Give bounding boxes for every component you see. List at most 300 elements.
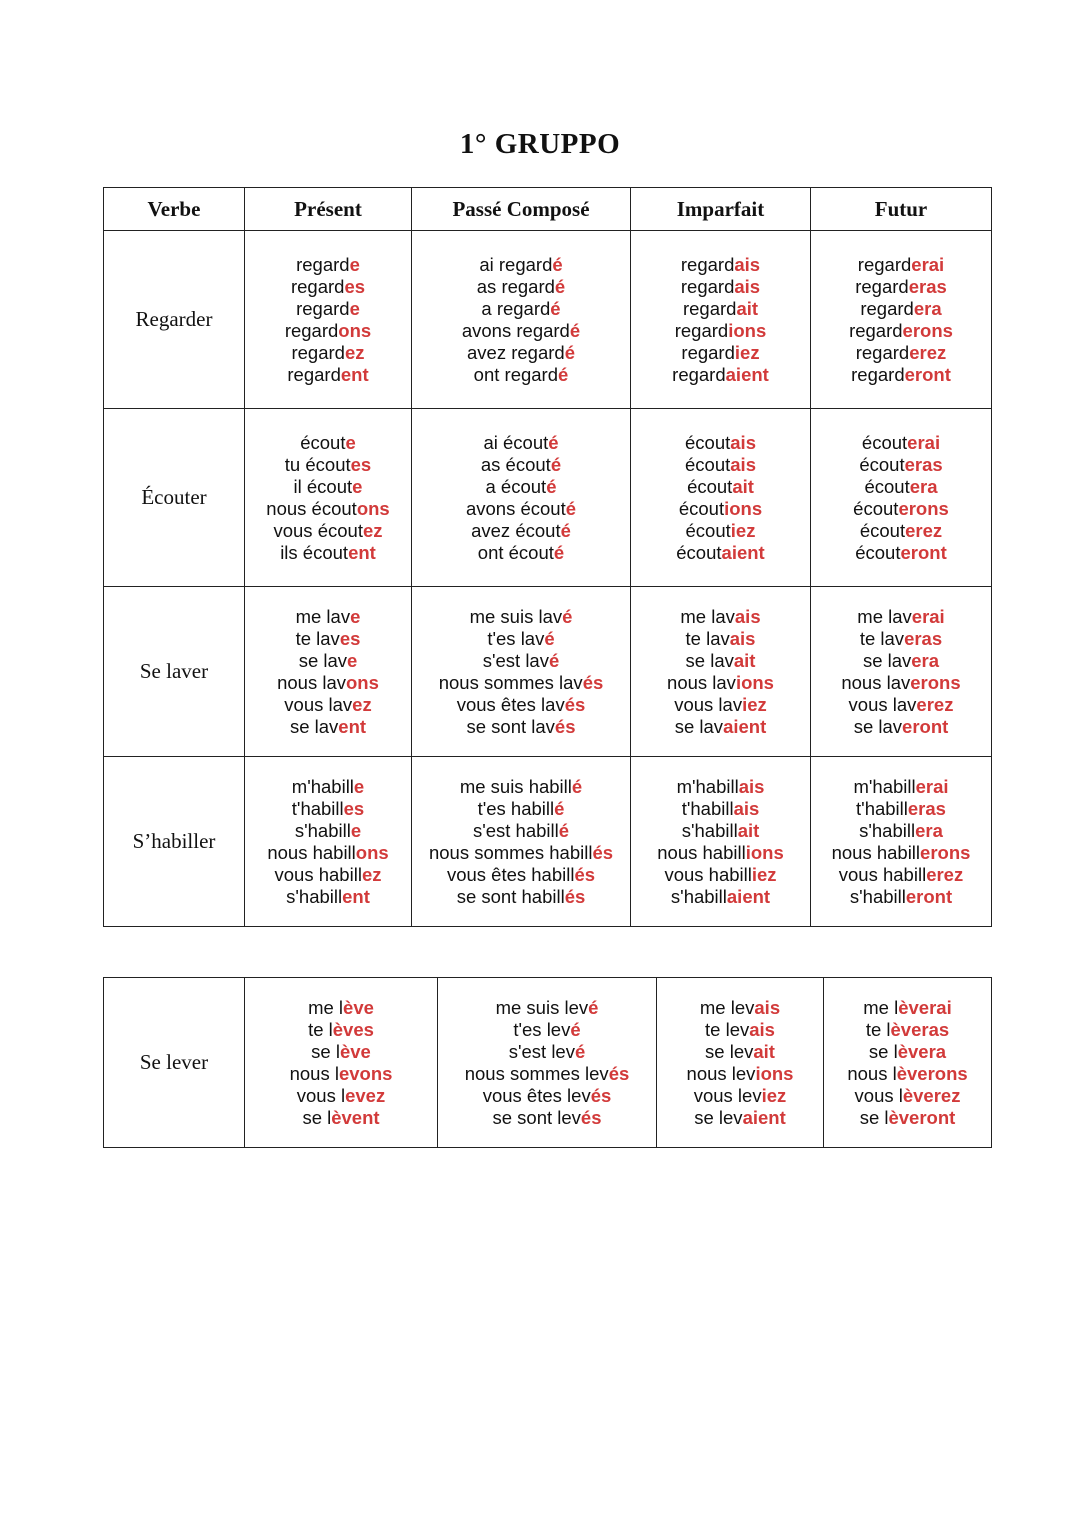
- conjugation-line: [470, 606, 573, 628]
- verb-stem: te lav: [685, 627, 730, 649]
- verb-ending: ent: [340, 363, 369, 385]
- conjugation-line: [273, 520, 382, 542]
- verb-ending: és: [564, 693, 586, 715]
- conjugation-line: [466, 498, 576, 520]
- conjugation-cell: [245, 587, 412, 757]
- verb-infinitive: S’habiller: [104, 757, 245, 927]
- verb-stem: écout: [300, 431, 346, 453]
- conjugation-line: [682, 820, 760, 842]
- conjugation-line: [297, 1085, 385, 1107]
- verb-ending: èverez: [902, 1084, 961, 1106]
- conjugation-line: [284, 694, 371, 716]
- verb-ending: es: [343, 797, 365, 819]
- conjugation-line: [676, 542, 764, 564]
- verb-stem: nous l: [847, 1062, 897, 1084]
- verb-ending: é: [569, 319, 581, 341]
- conjugation-line: [681, 254, 760, 276]
- conjugation-list: [824, 997, 991, 1129]
- verb-stem: avez regard: [467, 341, 565, 363]
- conjugation-list: [631, 606, 810, 738]
- verb-stem: ils écout: [280, 541, 349, 563]
- verb-ending: e: [349, 297, 360, 319]
- verb-ending: é: [560, 519, 571, 541]
- table-row: [104, 978, 992, 1148]
- conjugation-line: [285, 320, 371, 342]
- verb-ending: ève: [339, 1040, 371, 1062]
- verb-stem: te lev: [705, 1018, 750, 1040]
- verb-stem: regard: [855, 341, 910, 363]
- conjugation-cell: [412, 587, 631, 757]
- verb-ending: iez: [734, 341, 760, 363]
- conjugation-cell: [245, 409, 412, 587]
- verb-ending: és: [582, 671, 604, 693]
- verb-stem: nous lev: [686, 1062, 756, 1084]
- conjugation-line: [672, 364, 769, 386]
- verb-ending: ions: [724, 497, 763, 519]
- conjugation-line: [465, 1063, 630, 1085]
- verb-stem: regard: [851, 363, 905, 385]
- verb-ending: é: [548, 649, 560, 671]
- conjugation-table-main: [103, 187, 992, 927]
- conjugation-line: [275, 864, 382, 886]
- verb-ending: erai: [915, 775, 949, 797]
- verb-ending: erez: [905, 519, 943, 541]
- conjugation-list: [412, 432, 630, 564]
- verb-ending: aient: [725, 363, 769, 385]
- conjugation-line: [477, 276, 565, 298]
- verb-ending: erons: [902, 319, 953, 341]
- verb-stem: regard: [287, 363, 341, 385]
- verb-infinitive: Écouter: [104, 409, 245, 587]
- verb-ending: ais: [754, 996, 781, 1018]
- verb-ending: é: [554, 797, 565, 819]
- conjugation-line: [483, 1085, 612, 1107]
- verb-ending: erez: [926, 863, 964, 885]
- conjugation-line: [486, 476, 557, 498]
- conjugation-list: [811, 606, 991, 738]
- verb-stem: se sont lav: [466, 715, 555, 737]
- verb-stem: s'habill: [670, 885, 727, 907]
- verb-stem: se lav: [862, 649, 912, 671]
- verb-stem: il écout: [293, 475, 353, 497]
- verb-stem: écout: [687, 475, 733, 497]
- conjugation-list: [245, 776, 411, 908]
- verb-stem: regard: [284, 319, 339, 341]
- conjugation-list: [412, 776, 630, 908]
- conjugation-line: [460, 776, 582, 798]
- conjugation-line: [863, 997, 951, 1019]
- conjugation-line: [685, 454, 756, 476]
- verb-ending: és: [590, 1084, 612, 1106]
- verb-stem: s'habill: [294, 819, 351, 841]
- verb-stem: regard: [849, 319, 903, 341]
- conjugation-line: [294, 476, 363, 498]
- verb-ending: aient: [726, 885, 771, 907]
- verb-ending: erai: [911, 253, 945, 275]
- conjugation-line: [685, 432, 756, 454]
- conjugation-line: [857, 606, 944, 628]
- verb-ending: ais: [730, 431, 756, 453]
- header-futur: Futur: [811, 188, 992, 231]
- verb-ending: ais: [749, 1018, 775, 1040]
- verb-stem: vous l: [854, 1084, 903, 1106]
- conjugation-line: [860, 298, 941, 320]
- verb-infinitive: Regarder: [104, 231, 245, 409]
- verb-stem: nous habill: [657, 841, 746, 863]
- verb-stem: écout: [685, 431, 731, 453]
- verb-stem: s'est lav: [482, 649, 549, 671]
- verb-stem: t'es lev: [513, 1018, 571, 1040]
- conjugation-cell: [438, 978, 657, 1148]
- verb-ending: ions: [745, 841, 784, 863]
- conjugation-line: [302, 1107, 379, 1129]
- conjugation-line: [291, 276, 365, 298]
- verb-stem: nous sommes habill: [428, 841, 593, 863]
- verb-ending: és: [608, 1062, 630, 1084]
- conjugation-line: [266, 498, 389, 520]
- conjugation-line: [481, 454, 561, 476]
- conjugation-line: [457, 886, 586, 908]
- conjugation-line: [832, 842, 971, 864]
- verb-stem: se lav: [674, 715, 724, 737]
- verb-ending: iez: [761, 1084, 787, 1106]
- verb-stem: regard: [857, 253, 912, 275]
- verb-stem: s'habill: [286, 885, 343, 907]
- conjugation-cell: [245, 978, 438, 1148]
- verb-stem: se lev: [705, 1040, 754, 1062]
- conjugation-list: [631, 254, 810, 386]
- conjugation-list: [631, 432, 810, 564]
- verb-ending: aient: [721, 541, 765, 563]
- verb-ending: ait: [736, 297, 759, 319]
- verb-stem: m'habill: [291, 775, 354, 797]
- verb-ending: eras: [904, 627, 943, 649]
- verb-stem: te lav: [859, 627, 905, 649]
- verb-stem: regard: [680, 253, 735, 275]
- verb-ending: e: [349, 253, 360, 275]
- conjugation-line: [860, 1107, 956, 1129]
- conjugation-line: [675, 716, 767, 738]
- verb-stem: nous sommes lav: [438, 671, 583, 693]
- verb-ending: iez: [742, 693, 767, 715]
- header-imparfait: Imparfait: [631, 188, 811, 231]
- verb-ending: ais: [729, 627, 756, 649]
- verb-stem: regard: [855, 275, 909, 297]
- conjugation-line: [679, 498, 762, 520]
- verb-ending: ais: [734, 605, 761, 627]
- table-row: [104, 757, 992, 927]
- verb-stem: vous êtes habill: [446, 863, 575, 885]
- verb-stem: nous lav: [667, 671, 736, 693]
- verb-ending: ais: [730, 453, 756, 475]
- conjugation-line: [681, 342, 759, 364]
- verb-stem: avons regard: [461, 319, 570, 341]
- verb-ending: era: [915, 819, 943, 841]
- verb-stem: regard: [291, 341, 345, 363]
- conjugation-list: [245, 432, 411, 564]
- conjugation-cell: [631, 409, 811, 587]
- verb-ending: é: [564, 341, 575, 363]
- conjugation-line: [296, 254, 360, 276]
- verb-stem: nous l: [289, 1062, 339, 1084]
- conjugation-line: [287, 364, 368, 386]
- verb-ending: evez: [345, 1084, 386, 1106]
- verb-stem: tu écout: [284, 453, 351, 475]
- verb-ending: era: [911, 649, 940, 671]
- verb-ending: èveras: [890, 1018, 950, 1040]
- conjugation-line: [295, 820, 361, 842]
- verb-stem: me suis lav: [469, 605, 563, 627]
- verb-ending: aient: [742, 1106, 786, 1128]
- conjugation-line: [671, 886, 770, 908]
- verb-ending: ons: [346, 671, 379, 693]
- verb-stem: nous lav: [277, 671, 346, 693]
- conjugation-line: [860, 628, 942, 650]
- verb-ending: iez: [751, 863, 777, 885]
- conjugation-list: [811, 432, 991, 564]
- verb-stem: ai écout: [483, 431, 549, 453]
- conjugation-line: [267, 842, 388, 864]
- conjugation-line: [466, 716, 575, 738]
- conjugation-line: [855, 276, 947, 298]
- verb-stem: s'est habill: [472, 819, 559, 841]
- conjugation-line: [677, 776, 765, 798]
- conjugation-line: [667, 672, 774, 694]
- conjugation-line: [674, 694, 767, 716]
- verb-ending: e: [352, 475, 363, 497]
- verb-ending: es: [350, 453, 372, 475]
- verb-ending: eras: [904, 453, 943, 475]
- verb-stem: a écout: [485, 475, 547, 497]
- conjugation-line: [700, 997, 780, 1019]
- verb-ending: é: [558, 819, 570, 841]
- verb-stem: se lav: [685, 649, 734, 671]
- conjugation-line: [481, 298, 560, 320]
- conjugation-list: [245, 997, 437, 1129]
- verb-ending: ez: [344, 341, 365, 363]
- conjugation-line: [462, 320, 580, 342]
- conjugation-line: [496, 997, 599, 1019]
- verb-stem: se l: [302, 1106, 332, 1128]
- verb-stem: ai regard: [479, 253, 553, 275]
- verb-stem: s'habill: [859, 819, 916, 841]
- verb-stem: ont regard: [473, 363, 559, 385]
- verb-stem: regard: [680, 275, 735, 297]
- conjugation-line: [858, 254, 944, 276]
- verb-stem: s'est lev: [508, 1040, 575, 1062]
- conjugation-line: [853, 776, 948, 798]
- verb-infinitive: Se laver: [104, 587, 245, 757]
- verb-stem: se lev: [694, 1106, 743, 1128]
- conjugation-line: [277, 672, 379, 694]
- conjugation-line: [680, 606, 760, 628]
- verb-stem: regard: [296, 297, 350, 319]
- conjugation-list: [245, 254, 411, 386]
- verb-ending: és: [580, 1106, 602, 1128]
- verb-stem: me l: [863, 996, 899, 1018]
- verb-stem: me lev: [699, 996, 755, 1018]
- conjugation-line: [681, 276, 760, 298]
- verb-ending: erons: [920, 841, 971, 863]
- verb-stem: nous lav: [841, 671, 911, 693]
- verb-ending: ez: [352, 693, 372, 715]
- conjugation-line: [860, 520, 942, 542]
- conjugation-line: [285, 454, 371, 476]
- conjugation-line: [686, 628, 756, 650]
- conjugation-line: [855, 542, 947, 564]
- conjugation-line: [675, 320, 767, 342]
- verb-stem: vous lev: [693, 1084, 762, 1106]
- conjugation-cell: [412, 409, 631, 587]
- conjugation-line: [682, 798, 760, 820]
- conjugation-line: [311, 1041, 371, 1063]
- conjugation-cell: [657, 978, 824, 1148]
- conjugation-line: [467, 342, 575, 364]
- conjugation-line: [705, 1019, 775, 1041]
- conjugation-line: [855, 1085, 961, 1107]
- verb-stem: regard: [681, 341, 735, 363]
- verb-ending: èves: [332, 1018, 374, 1040]
- verb-ending: é: [554, 275, 566, 297]
- verb-ending: é: [558, 363, 569, 385]
- verb-ending: ève: [343, 996, 374, 1018]
- conjugation-cell: [245, 757, 412, 927]
- verb-stem: vous lav: [848, 693, 917, 715]
- verb-stem: te lav: [295, 627, 340, 649]
- conjugation-line: [850, 886, 952, 908]
- conjugation-line: [854, 716, 949, 738]
- verb-stem: vous êtes lev: [482, 1084, 591, 1106]
- verb-ending: é: [570, 1018, 581, 1040]
- verb-stem: m'habill: [853, 775, 916, 797]
- conjugation-list: [811, 776, 991, 908]
- verb-ending: èvera: [897, 1040, 947, 1062]
- conjugation-line: [869, 1041, 946, 1063]
- verb-ending: ons: [338, 319, 372, 341]
- conjugation-line: [478, 542, 564, 564]
- conjugation-line: [687, 476, 754, 498]
- verb-ending: és: [564, 885, 586, 907]
- verb-ending: e: [345, 431, 356, 453]
- conjugation-line: [686, 650, 756, 672]
- verb-ending: era: [913, 297, 942, 319]
- verb-stem: me suis habill: [459, 775, 572, 797]
- verb-stem: écout: [853, 497, 899, 519]
- conjugation-line: [687, 1063, 794, 1085]
- verb-stem: vous l: [296, 1084, 346, 1106]
- conjugation-cell: [245, 231, 412, 409]
- conjugation-table-se-lever: [103, 977, 992, 1148]
- conjugation-line: [849, 694, 954, 716]
- table-row: [104, 409, 992, 587]
- verb-ending: ais: [734, 253, 761, 275]
- verb-stem: écout: [859, 453, 905, 475]
- conjugation-cell: [631, 231, 811, 409]
- verb-ending: ais: [733, 797, 760, 819]
- verb-ending: e: [350, 819, 362, 841]
- verb-ending: èverai: [898, 996, 952, 1018]
- conjugation-line: [866, 1019, 949, 1041]
- verb-stem: as écout: [480, 453, 551, 475]
- verb-stem: se l: [311, 1040, 340, 1062]
- header-verbe: Verbe: [104, 188, 245, 231]
- conjugation-list: [438, 997, 656, 1129]
- conjugation-cell: [824, 978, 992, 1148]
- conjugation-line: [851, 364, 951, 386]
- conjugation-line: [492, 1107, 601, 1129]
- verb-stem: vous êtes lav: [456, 693, 565, 715]
- conjugation-line: [853, 498, 949, 520]
- verb-stem: me l: [308, 996, 344, 1018]
- conjugation-line: [429, 842, 613, 864]
- verb-ending: ais: [734, 275, 761, 297]
- verb-stem: t'habill: [681, 797, 734, 819]
- verb-ending: é: [546, 475, 557, 497]
- verb-ending: é: [562, 605, 573, 627]
- conjugation-line: [664, 864, 776, 886]
- table-header-row: [104, 188, 992, 231]
- verb-stem: écout: [676, 541, 722, 563]
- verb-ending: eront: [902, 715, 949, 737]
- conjugation-list: [245, 606, 411, 738]
- conjugation-line: [864, 476, 937, 498]
- conjugation-line: [296, 628, 361, 650]
- verb-stem: se sont habill: [456, 885, 565, 907]
- verb-stem: avons écout: [465, 497, 566, 519]
- table-row: [104, 587, 992, 757]
- verb-ending: ait: [753, 1040, 775, 1062]
- verb-stem: t'habill: [856, 797, 908, 819]
- conjugation-line: [483, 650, 560, 672]
- conjugation-line: [705, 1041, 775, 1063]
- verb-ending: ez: [362, 519, 383, 541]
- verb-infinitive: Se lever: [104, 978, 245, 1148]
- conjugation-cell: [811, 587, 992, 757]
- verb-ending: e: [350, 605, 361, 627]
- verb-ending: erai: [907, 431, 941, 453]
- conjugation-line: [478, 798, 565, 820]
- verb-ending: es: [339, 627, 361, 649]
- verb-stem: s'habill: [681, 819, 738, 841]
- verb-ending: ions: [755, 1062, 794, 1084]
- verb-stem: regard: [682, 297, 737, 319]
- verb-ending: evons: [338, 1062, 393, 1084]
- conjugation-line: [849, 320, 953, 342]
- conjugation-line: [290, 716, 366, 738]
- verb-ending: és: [592, 841, 614, 863]
- verb-ending: é: [548, 431, 559, 453]
- verb-ending: ions: [728, 319, 767, 341]
- verb-stem: se l: [868, 1040, 898, 1062]
- verb-stem: se sont lev: [492, 1106, 581, 1128]
- verb-ending: é: [588, 996, 599, 1018]
- verb-ending: ent: [348, 541, 376, 563]
- conjugation-line: [292, 776, 364, 798]
- verb-stem: nous habill: [267, 841, 356, 863]
- conjugation-line: [296, 298, 360, 320]
- conjugation-line: [513, 1019, 580, 1041]
- verb-ending: eras: [908, 275, 947, 297]
- verb-stem: écout: [861, 431, 908, 453]
- verb-stem: écout: [864, 475, 910, 497]
- header-passe-compose: Passé Composé: [412, 188, 631, 231]
- verb-stem: me lav: [295, 605, 351, 627]
- conjugation-line: [686, 520, 756, 542]
- verb-stem: regard: [296, 253, 350, 275]
- verb-ending: e: [347, 649, 358, 671]
- verb-stem: nous écout: [266, 497, 357, 519]
- conjugation-line: [863, 650, 939, 672]
